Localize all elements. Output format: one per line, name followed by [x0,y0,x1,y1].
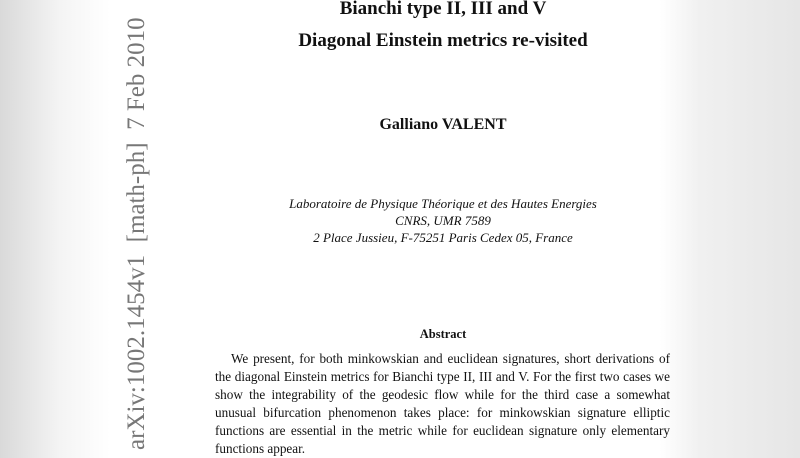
arxiv-stamp: arXiv:1002.1454v1 [math-ph] 7 Feb 2010 [123,17,150,450]
abstract-heading: Abstract [419,327,467,341]
abstract-text: We present, for both minkowskian and euclidean signatures, short derivations of the diagonal Einstein metrics for Bianchi type II, III and V. For the first two cases we show the integrability of the geodesic flow while for the third case a somewhat unusual bifurcation phenomenon takes place: for minkowskian signature elliptic functions are essential in the metric while for euclidean signature only elementary functions appear. [215,351,670,456]
paper-title-line-2: Diagonal Einstein metrics re-visited [298,30,588,51]
author: Galliano VALENT [379,116,507,133]
affiliation-line-1: Laboratoire de Physique Théorique et des Hautes Energies [289,196,597,211]
affiliation-line-2: CNRS, UMR 7589 [395,213,491,228]
paper-title-line-1: Bianchi type II, III and V [339,0,547,19]
affiliation-line-3: 2 Place Jussieu, F-75251 Paris Cedex 05, France [313,230,573,245]
